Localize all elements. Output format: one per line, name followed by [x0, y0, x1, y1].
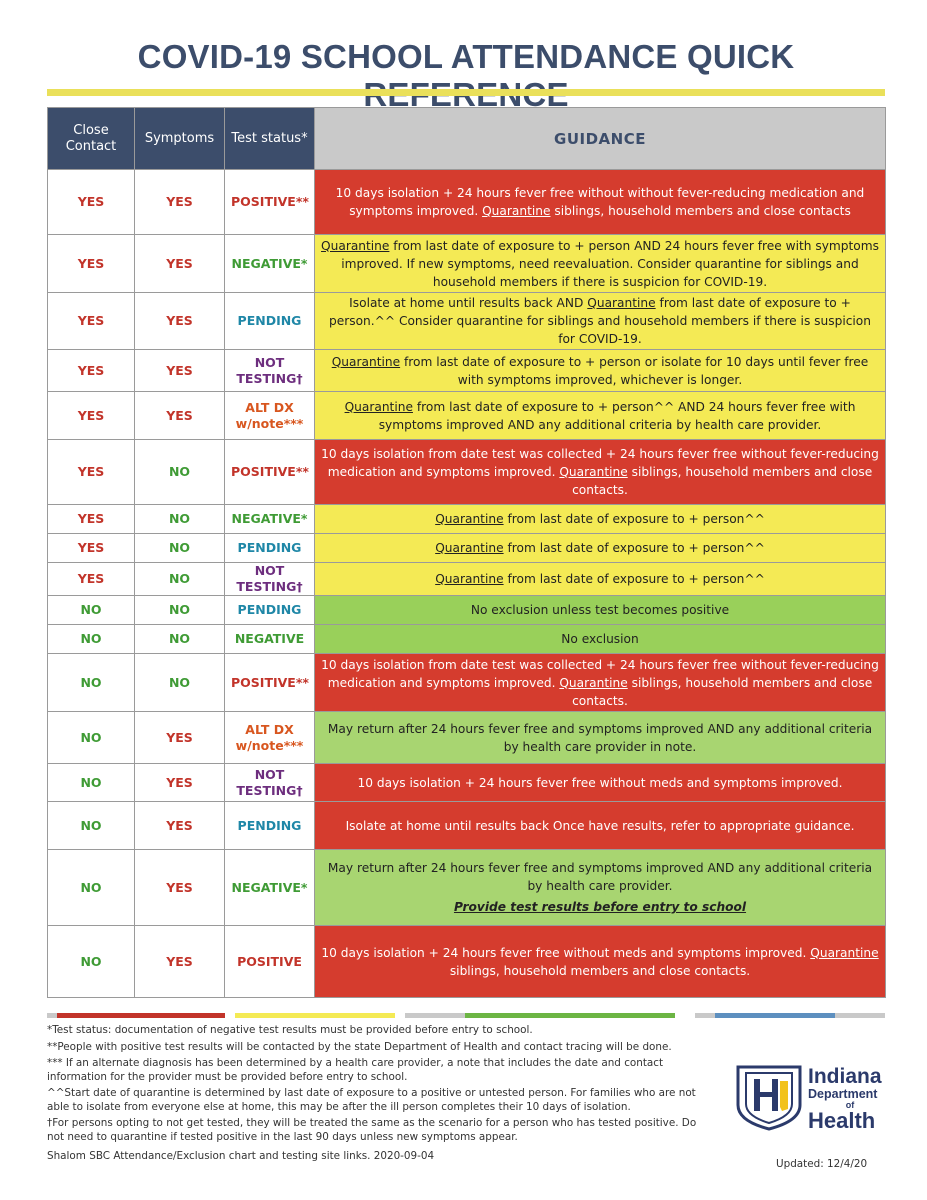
test-status-cell: PENDING	[225, 596, 315, 625]
close-contact-cell: YES	[48, 563, 135, 596]
table-row	[48, 293, 886, 350]
updated-date: Updated: 12/4/20	[776, 1158, 868, 1170]
close-contact-cell: YES	[48, 170, 135, 235]
logo-line: of	[845, 1099, 855, 1110]
close-contact-cell: NO	[48, 654, 135, 712]
guidance-text: May return after 24 hours fever free and symptoms improved AND any additional criteria by health care provider.	[327, 861, 873, 893]
guidance-cell	[315, 596, 886, 625]
quarantine-link[interactable]: Quarantine	[344, 399, 413, 414]
symptoms-cell: YES	[135, 764, 225, 802]
guidance-text: from last date of exposure to + person^^	[503, 512, 765, 526]
guidance-text: from last date of exposure to + person.^^ Consider quarantine for siblings and household members if there is suspicion for COVID-19.	[329, 296, 871, 346]
logo-line: Health	[808, 1107, 876, 1133]
test-status-cell: POSITIVE	[225, 926, 315, 998]
test-status-cell: ALT DX w/note***	[225, 392, 315, 440]
guidance-cell	[315, 802, 886, 850]
symptoms-cell: YES	[135, 850, 225, 926]
symptoms-cell: NO	[135, 654, 225, 712]
guidance-text: No exclusion	[561, 632, 639, 646]
quarantine-link[interactable]: Quarantine	[435, 541, 504, 555]
table-row	[48, 392, 886, 440]
close-contact-cell: YES	[48, 293, 135, 350]
guidance-cell	[315, 534, 886, 563]
close-contact-cell: YES	[48, 440, 135, 505]
guidance-cell	[315, 170, 886, 235]
guidance-cell	[315, 712, 886, 764]
symptoms-cell: NO	[135, 596, 225, 625]
quarantine-link[interactable]: Quarantine	[331, 354, 401, 369]
quarantine-link[interactable]: Quarantine	[559, 675, 628, 690]
table-row	[48, 235, 886, 293]
table-header-row	[48, 108, 886, 170]
guidance-text: May return after 24 hours fever free and symptoms improved AND any additional criteria by health care provider in note.	[327, 721, 873, 754]
guidance-text: from last date of exposure to + person^^ AND 24 hours fever free with symptoms improved AND any additional criteria by health care provider.	[378, 399, 856, 432]
guidance-cell	[315, 625, 886, 654]
footnote: †For persons opting to not get tested, they will be treated the same as the scenario for a person who has tested positive. Do not need to quarantine if tested positive in the last 90 days unless new symptoms appear.	[47, 1117, 697, 1143]
close-contact-cell: NO	[48, 926, 135, 998]
guidance-cell	[315, 392, 886, 440]
guidance-cell	[315, 293, 886, 350]
guidance-text: siblings, household members and close contacts	[550, 204, 851, 218]
test-status-cell: PENDING	[225, 802, 315, 850]
guidance-note: Provide test results before entry to school	[453, 900, 747, 914]
symptoms-cell: YES	[135, 926, 225, 998]
close-contact-cell: YES	[48, 235, 135, 293]
close-contact-cell: YES	[48, 534, 135, 563]
guidance-text: from last date of exposure to + person^^	[503, 541, 765, 555]
table-row	[48, 926, 886, 998]
close-contact-cell: NO	[48, 596, 135, 625]
quarantine-link[interactable]: Quarantine	[587, 296, 656, 310]
test-status-cell: NEGATIVE*	[225, 505, 315, 534]
page-title: COVID-19 SCHOOL ATTENDANCE QUICK	[137, 38, 795, 75]
table-row	[48, 764, 886, 802]
symptoms-cell: NO	[135, 440, 225, 505]
table-row	[48, 563, 886, 596]
test-status-cell: NEGATIVE	[225, 625, 315, 654]
guidance-text: siblings, household members and close contacts.	[572, 675, 873, 708]
guidance-cell	[315, 764, 886, 802]
footnote: *Test status: documentation of negative test results must be provided before entry to school.	[47, 1024, 533, 1036]
guidance-text: from last date of exposure to + person or isolate for 10 days until fever free with symptoms improved, whichever is longer.	[400, 354, 869, 387]
table-row	[48, 850, 886, 926]
source-note: Shalom SBC Attendance/Exclusion chart and testing site links. 2020-09-04	[47, 1150, 435, 1162]
guidance-text: 10 days isolation + 24 hours fever free without without fever-reducing medication and symptoms improved.	[335, 186, 865, 218]
attendance-table	[47, 107, 886, 998]
table-row	[48, 654, 886, 712]
header-guidance: GUIDANCE	[315, 108, 886, 170]
symptoms-cell: NO	[135, 505, 225, 534]
guidance-cell	[315, 563, 886, 596]
table-row	[48, 596, 886, 625]
guidance-cell	[315, 350, 886, 392]
symptoms-cell: YES	[135, 712, 225, 764]
test-status-cell: NEGATIVE*	[225, 850, 315, 926]
quarantine-link[interactable]: Quarantine	[435, 512, 504, 526]
guidance-text: Isolate at home until results back AND	[349, 296, 588, 310]
logo-line: Indiana	[808, 1065, 882, 1088]
guidance-text: siblings, household members and close contacts.	[572, 465, 873, 497]
footnote: **People with positive test results will be contacted by the state Department of Health and contact tracing will be done.	[47, 1040, 672, 1053]
table-row	[48, 534, 886, 563]
footnote: ^^Start date of quarantine is determined by last date of exposure to a positive or untested person. For families who are not able to isolate from everyone else at home, this may be after the ill person completes their 10 days of isolation.	[47, 1087, 696, 1113]
close-contact-cell: NO	[48, 764, 135, 802]
test-status-cell: NOT TESTING†	[225, 563, 315, 596]
guidance-cell	[315, 850, 886, 926]
guidance-text: siblings, household members and close contacts.	[449, 963, 751, 978]
logo-text	[808, 1066, 882, 1132]
table-row	[48, 440, 886, 505]
guidance-text: from last date of exposure to + person AND 24 hours fever free with symptoms improved. If new symptoms, need reevaluation. Consider quarantine for siblings and household members if there is suspicion for COVID-19.	[341, 238, 879, 289]
symptoms-cell: NO	[135, 534, 225, 563]
guidance-text: 10 days isolation from date test was collected + 24 hours fever free without fever-reducing medication and symptoms improved.	[321, 447, 879, 479]
close-contact-cell: YES	[48, 505, 135, 534]
close-contact-cell: NO	[48, 802, 135, 850]
symptoms-cell: NO	[135, 563, 225, 596]
guidance-cell	[315, 654, 886, 712]
table-row	[48, 625, 886, 654]
quarantine-link[interactable]: Quarantine	[482, 204, 551, 218]
test-status-cell: POSITIVE**	[225, 654, 315, 712]
quarantine-link[interactable]: Quarantine	[321, 238, 390, 253]
guidance-text: 10 days isolation + 24 hours fever free without meds and symptoms improved.	[321, 945, 811, 960]
test-status-cell: PENDING	[225, 534, 315, 563]
test-status-cell: PENDING	[225, 293, 315, 350]
symptoms-cell: YES	[135, 350, 225, 392]
guidance-cell	[315, 235, 886, 293]
test-status-cell: NEGATIVE*	[225, 235, 315, 293]
symptoms-cell: YES	[135, 802, 225, 850]
table-body	[48, 170, 886, 998]
quarantine-link[interactable]: Quarantine	[810, 945, 879, 960]
symptoms-cell: NO	[135, 625, 225, 654]
quarantine-link[interactable]: Quarantine	[559, 465, 628, 479]
symptoms-cell: YES	[135, 235, 225, 293]
table-row	[48, 505, 886, 534]
close-contact-cell: NO	[48, 712, 135, 764]
quarantine-link[interactable]: Quarantine	[435, 572, 504, 586]
guidance-text: 10 days isolation + 24 hours fever free without meds and symptoms improved.	[357, 775, 843, 790]
close-contact-cell: NO	[48, 850, 135, 926]
test-status-cell: NOT TESTING†	[225, 764, 315, 802]
symptoms-cell: YES	[135, 170, 225, 235]
table-row	[48, 712, 886, 764]
guidance-cell	[315, 440, 886, 505]
table-row	[48, 802, 886, 850]
guidance-text: 10 days isolation from date test was collected + 24 hours fever free without fever-reducing medication and symptoms improved.	[321, 657, 879, 690]
symptoms-cell: YES	[135, 293, 225, 350]
header-close-contact: Close Contact	[48, 108, 135, 170]
table-row	[48, 350, 886, 392]
color-strip	[47, 1013, 885, 1018]
close-contact-cell: YES	[48, 392, 135, 440]
logo-line: Department	[808, 1087, 878, 1101]
close-contact-cell: NO	[48, 625, 135, 654]
symptoms-cell: YES	[135, 392, 225, 440]
footnote: *** If an alternate diagnosis has been determined by a health care provider, a note that includes the date and contact information for the provider must be provided before entry to school.	[47, 1057, 664, 1083]
guidance-cell	[315, 926, 886, 998]
guidance-text: from last date of exposure to + person^^	[503, 572, 765, 586]
header-symptoms: Symptoms	[135, 108, 225, 170]
guidance-text: Isolate at home until results back Once have results, refer to appropriate guidance.	[345, 818, 855, 833]
close-contact-cell: YES	[48, 350, 135, 392]
header-test-status: Test status*	[225, 108, 315, 170]
footnotes	[47, 1024, 707, 1147]
guidance-cell	[315, 505, 886, 534]
table-row	[48, 170, 886, 235]
guidance-text: No exclusion unless test becomes positive	[470, 603, 730, 617]
test-status-cell: ALT DX w/note***	[225, 712, 315, 764]
test-status-cell: NOT TESTING†	[225, 350, 315, 392]
title-underline	[47, 89, 885, 96]
test-status-cell: POSITIVE**	[225, 440, 315, 505]
test-status-cell: POSITIVE**	[225, 170, 315, 235]
